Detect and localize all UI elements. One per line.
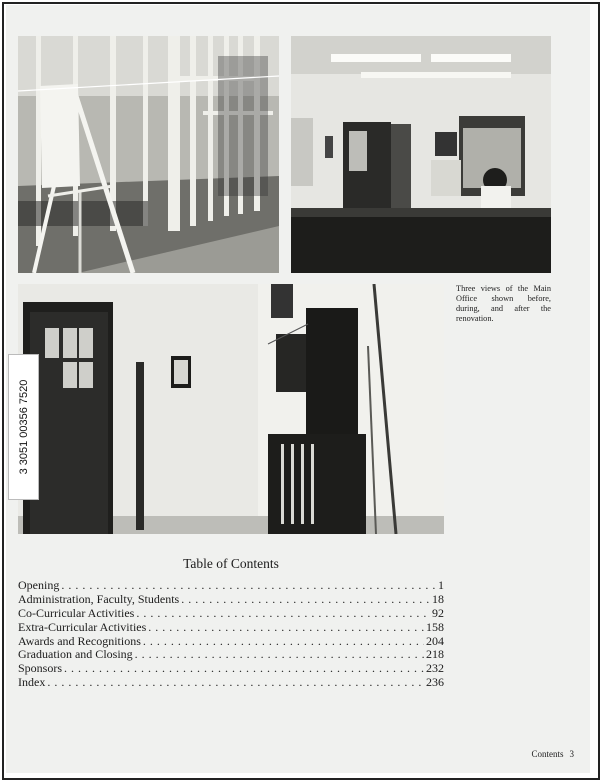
toc-entry-page: 204 — [426, 633, 444, 648]
toc-entry-page: 18 — [432, 591, 444, 606]
toc-leader-dots — [148, 620, 424, 635]
toc-entry-label: Co-Curricular Activities — [18, 605, 135, 620]
toc-leader-dots — [143, 634, 424, 649]
toc-entry — [18, 661, 444, 675]
toc-entry — [18, 647, 444, 661]
toc-entry-page: 1 — [438, 578, 444, 592]
footer-page-number: 3 — [569, 749, 574, 759]
toc-entry — [18, 606, 444, 620]
toc-leader-dots — [181, 592, 430, 607]
photo-caption: Three views of the Main Office shown before, during, and after the renovation. — [456, 284, 551, 323]
toc-entry — [18, 592, 444, 606]
toc-entry — [18, 675, 444, 689]
toc-entry-label: Sponsors — [18, 661, 63, 676]
photo-office-before — [18, 284, 444, 534]
photo-finished-office — [291, 36, 551, 273]
toc-entry-page: 236 — [426, 675, 444, 690]
toc-entry-page: 158 — [426, 619, 444, 634]
page-footer — [531, 749, 574, 759]
toc-entry-label: Administration, Faculty, Students — [18, 591, 180, 606]
toc-title: Table of Contents — [183, 556, 279, 571]
toc-leader-dots — [47, 675, 424, 690]
toc-entry-page: 232 — [426, 661, 444, 676]
toc-entry-label: Opening — [18, 578, 60, 592]
toc-entry-label: Index — [18, 675, 46, 690]
toc-list — [18, 578, 444, 689]
toc-entry-label: Graduation and Closing — [18, 647, 133, 662]
toc-leader-dots — [61, 578, 436, 593]
toc-entry — [18, 578, 444, 592]
photo-construction — [18, 36, 279, 273]
toc-entry-page: 218 — [426, 647, 444, 662]
toc-entry-page: 92 — [432, 605, 444, 620]
toc-entry — [18, 620, 444, 634]
toc-entry-label: Extra-Curricular Activities — [18, 619, 147, 634]
footer-section-name: Contents — [531, 749, 564, 759]
toc-entry — [18, 634, 444, 648]
toc-entry-label: Awards and Recognitions — [18, 633, 141, 648]
library-label-number: 3 3051 00356 7520 — [17, 379, 30, 475]
toc-leader-dots — [64, 661, 424, 676]
library-barcode-label — [8, 354, 39, 500]
toc-leader-dots — [135, 647, 424, 662]
toc-leader-dots — [136, 606, 430, 621]
